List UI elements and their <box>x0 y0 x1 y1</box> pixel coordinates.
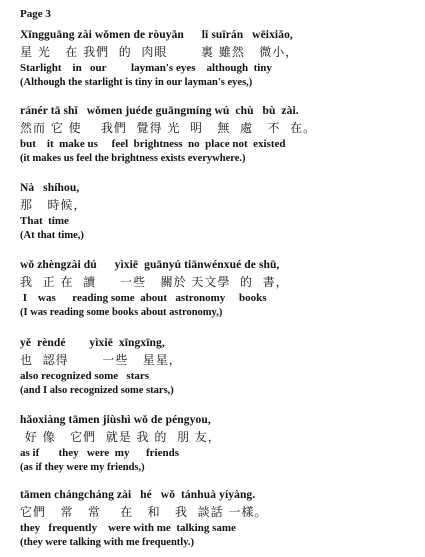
pinyin-line: ránér tā shǐ wǒmen juéde guāngmíng wú chù bù zài. <box>20 105 299 117</box>
chinese-line: 也 認得 一些 星星， <box>20 353 182 367</box>
translation-line: (At that time,) <box>20 230 84 241</box>
chinese-line: 那 時候， <box>20 198 87 212</box>
pinyin-line: hǎoxiàng tāmen jiùshì wǒ de péngyou, <box>20 414 211 426</box>
gloss-line: Starlight in our layman's eyes although tiny <box>20 62 272 74</box>
pinyin-line: Xīngguāng zài wǒmen de ròuyǎn lǐ suīrán wēixiǎo, <box>20 29 293 41</box>
gloss-line: they frequently were with me talking same <box>20 522 236 534</box>
chinese-line: 星 光 在 我們 的 肉眼 裏 雖然 微小， <box>20 45 299 59</box>
translation-line: (Although the starlight is tiny in our layman's eyes,) <box>20 77 253 88</box>
gloss-line: but it make us feel brightness no place not existed <box>20 138 286 150</box>
translation-line: (as if they were my friends,) <box>20 462 145 473</box>
chinese-line: 然而 它 使 我們 覺得 光 明 無 處 不 在。 <box>20 121 317 135</box>
translation-line: (they were talking with me frequently.) <box>20 537 195 548</box>
pinyin-line: tāmen chángcháng zài hé wǒ tánhuà yíyàng. <box>20 489 256 501</box>
gloss-line: as if they were my friends <box>20 447 179 459</box>
gloss-line: That time <box>20 215 69 227</box>
gloss-line: also recognized some stars <box>20 370 150 382</box>
translation-line: (it makes us feel the brightness exists everywhere.) <box>20 153 246 164</box>
pinyin-line: Nà shíhou, <box>20 182 80 194</box>
page-number: Page 3 <box>20 8 51 20</box>
translation-line: (and I also recognized some stars,) <box>20 385 174 396</box>
pinyin-line: wǒ zhèngzài dú yìxiē guānyú tiānwénxué de shū, <box>20 259 280 271</box>
chinese-line: 好 像 它們 就是 我 的 朋 友， <box>20 430 221 444</box>
translation-line: (I was reading some books about astronomy,) <box>20 307 223 318</box>
chinese-line: 它們 常 常 在 和 我 談話 一樣。 <box>20 505 268 519</box>
gloss-line: I was reading some about astronomy books <box>20 292 267 304</box>
chinese-line: 我 正 在 讀 一些 關於 天文學 的 書， <box>20 275 289 289</box>
pinyin-line: yě rèndé yìxiē xīngxīng, <box>20 337 165 349</box>
